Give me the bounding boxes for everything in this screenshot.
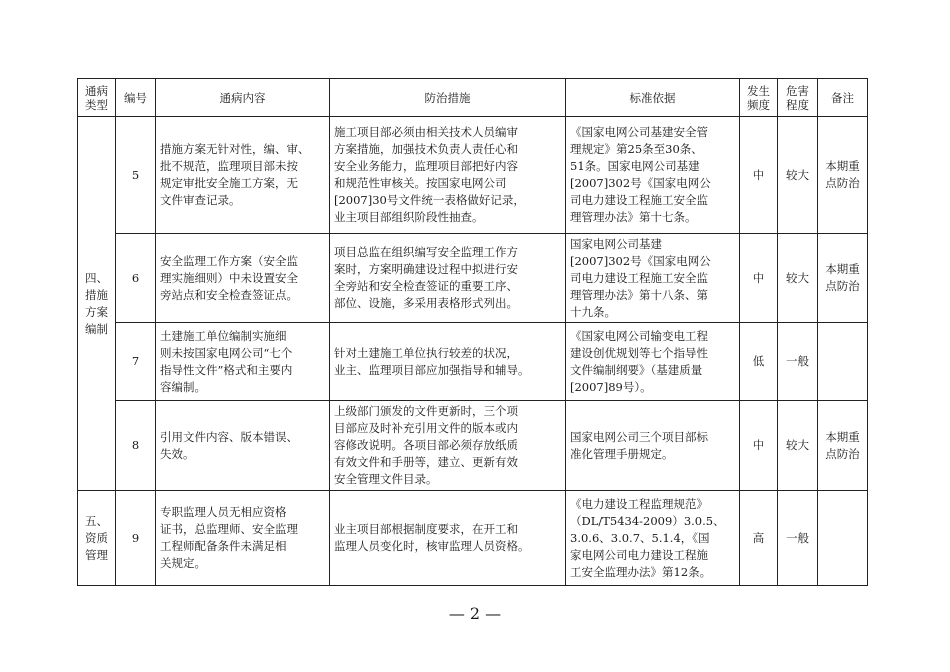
row-notes xyxy=(818,491,868,586)
row-basis: 《电力建设工程监理规范》 （DL/T5434-2009）3.0.5、 3.0.6、3.0.7、5.1.4，《国 家电网公司电力建设工程施 工安全监理办法》第12条。 xyxy=(566,491,740,586)
row-severity: 一般 xyxy=(778,491,818,586)
table-row xyxy=(78,491,868,586)
row-measures: 针对土建施工单位执行较差的状况， 业主、监理项目部应加强指导和辅导。 xyxy=(330,323,566,401)
row-notes xyxy=(818,323,868,401)
table-header-row xyxy=(78,79,868,117)
row-basis: 国家电网公司三个项目部标 准化管理手册规定。 xyxy=(566,401,740,491)
header-basis: 标准依据 xyxy=(566,79,740,117)
category-cell: 四、 措施 方案 编制 xyxy=(78,117,116,491)
table-row xyxy=(78,117,868,234)
row-measures: 施工项目部必须由相关技术人员编审 方案措施，加强技术负责人责任心和 安全业务能力，监理项目部把好内容 和规范性审核关。按国家电网公司 [2007]30号文件统一表格做好记录， 业主项目部组织阶段性抽查。 xyxy=(330,117,566,234)
row-content: 引用文件内容、版本错误、 失效。 xyxy=(156,401,330,491)
row-content: 土建施工单位编制实施细 则未按国家电网公司“七个 指导性文件”格式和主要内 容编制。 xyxy=(156,323,330,401)
hazard-prevention-table xyxy=(77,78,868,586)
header-content: 通病内容 xyxy=(156,79,330,117)
row-basis: 《国家电网公司输变电工程 建设创优规划等七个指导性 文件编制纲要》（基建质量 [2007]89号）。 xyxy=(566,323,740,401)
table-row xyxy=(78,401,868,491)
header-notes: 备注 xyxy=(818,79,868,117)
table-row xyxy=(78,323,868,401)
row-frequency: 中 xyxy=(740,401,778,491)
row-notes: 本期重 点防治 xyxy=(818,234,868,323)
row-frequency: 高 xyxy=(740,491,778,586)
table-row xyxy=(78,234,868,323)
category-cell: 五、 资质 管理 xyxy=(78,491,116,586)
row-number: 5 xyxy=(116,117,156,234)
header-frequency: 发生 频度 xyxy=(740,79,778,117)
page-number: — 2 — xyxy=(448,604,502,623)
row-number: 8 xyxy=(116,401,156,491)
row-basis: 《国家电网公司基建安全管 理规定》第25条至30条、 51条。国家电网公司基建 [2007]302号《国家电网公 司电力建设工程施工安全监 理管理办法》第十七条。 xyxy=(566,117,740,234)
header-measures: 防治措施 xyxy=(330,79,566,117)
row-severity: 一般 xyxy=(778,323,818,401)
row-content: 安全监理工作方案（安全监 理实施细则）中未设置安全 旁站点和安全检查签证点。 xyxy=(156,234,330,323)
row-frequency: 低 xyxy=(740,323,778,401)
row-frequency: 中 xyxy=(740,117,778,234)
row-notes: 本期重 点防治 xyxy=(818,401,868,491)
row-measures: 业主项目部根据制度要求，在开工和 监理人员变化时，核审监理人员资格。 xyxy=(330,491,566,586)
row-content: 专职监理人员无相应资格 证书，总监理师、安全监理 工程师配备条件未满足相 关规定。 xyxy=(156,491,330,586)
row-number: 9 xyxy=(116,491,156,586)
header-type: 通病 类型 xyxy=(78,79,116,117)
row-frequency: 中 xyxy=(740,234,778,323)
header-number: 编号 xyxy=(116,79,156,117)
row-number: 7 xyxy=(116,323,156,401)
header-severity: 危害 程度 xyxy=(778,79,818,117)
row-severity: 较大 xyxy=(778,234,818,323)
row-basis: 国家电网公司基建 [2007]302号《国家电网公 司电力建设工程施工安全监 理管理办法》第十八条、第 十九条。 xyxy=(566,234,740,323)
row-severity: 较大 xyxy=(778,117,818,234)
row-measures: 项目总监在组织编写安全监理工作方 案时，方案明确建设过程中拟进行安 全旁站和安全检查签证的重要工序、 部位、设施，多采用表格形式列出。 xyxy=(330,234,566,323)
row-notes: 本期重 点防治 xyxy=(818,117,868,234)
row-content: 措施方案无针对性，编、审、 批不规范，监理项目部未按 规定审批安全施工方案，无 文件审查记录。 xyxy=(156,117,330,234)
row-number: 6 xyxy=(116,234,156,323)
row-severity: 较大 xyxy=(778,401,818,491)
row-measures: 上级部门颁发的文件更新时，三个项 目部应及时补充引用文件的版本或内 容修改说明。各项目部必须存放纸质 有效文件和手册等，建立、更新有效 安全管理文件目录。 xyxy=(330,401,566,491)
